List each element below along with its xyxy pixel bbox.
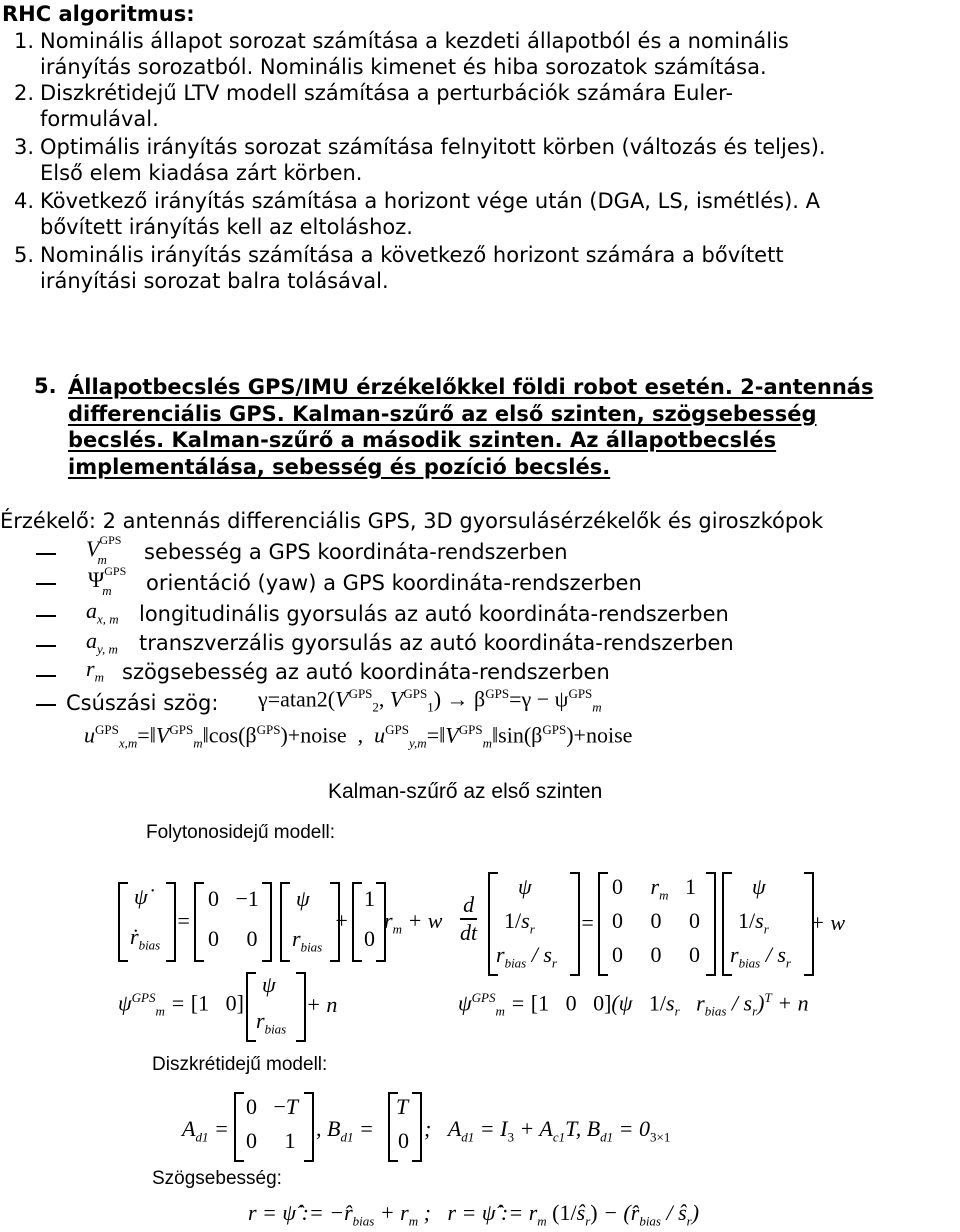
- bullet-dash: [36, 704, 56, 706]
- bullet-velocity: sebesség a GPS koordináta-rendszerben: [144, 540, 568, 564]
- state-vector-rhs: ψ $r_{bias}$: [280, 882, 340, 962]
- bullet-trans-acc: transzverzális gyorsulás az autó koordináta-rendszerben: [139, 631, 734, 655]
- symbol-v-gps: $V^{GPS}_m$: [86, 533, 122, 567]
- slip-formula: $\gamma=atan2(V^{GPS}_2$, $V^{GPS}_1) \to \beta^{GPS}=\gamma - \psi^{GPS}_m$: [258, 686, 602, 715]
- equals: =: [176, 908, 191, 933]
- bullet-dash: [36, 675, 56, 677]
- sensors-line: Érzékelő: 2 antennás differenciális GPS, 3D gyorsulásérzékelők és giroszkópok: [0, 509, 824, 533]
- output-noise: + n: [306, 992, 338, 1017]
- discrete-b: , $B_{d1}$ =: [316, 1116, 374, 1145]
- output-eq-1: $\psi^{GPS}_m = [1$ 0]: [118, 990, 244, 1019]
- bullet-long-acc: longitudinális gyorsulás az autó koordináta-rendszerben: [139, 602, 729, 626]
- bullet-dash: [36, 645, 56, 647]
- bullet-dash: [36, 615, 56, 617]
- step-2: 2. Diszkrétidejű LTV modell számítása a perturbációk számára Euler- formulával.: [13, 81, 734, 131]
- matrix-b: 1 0: [352, 882, 386, 962]
- discrete-a: $A_{d1}$ =: [182, 1116, 229, 1145]
- velocity-formula: $u^{GPS}_{x,m}=‖V^{GPS}_m‖\cos(\beta^{GPS})+noise$ , $u^{GPS}_{y,m}=‖V^{GPS}_m‖\sin(\beta^{GPS})+noise$: [84, 722, 633, 751]
- discrete-b-matrix: T 0: [388, 1092, 422, 1162]
- derivative-op: d dt: [460, 892, 478, 945]
- angvel-label: Szögsebesség:: [152, 1168, 282, 1189]
- bullet-orientation: orientáció (yaw) a GPS koordináta-rendszerben: [146, 571, 642, 595]
- step-1: 1. Nominális állapot sorozat számítása a kezdeti állapotból és a nominális irányítás sorozatból. Nominális kimenet és hiba sorozatok számítása.: [13, 29, 789, 79]
- plus: +: [334, 908, 349, 933]
- step-5: 5. Nominális irányítás számítása a következő horizont számára a bővített irányítási sorozat balra tolásával.: [13, 243, 784, 293]
- discrete-model-label: Diszkrétidejű modell:: [152, 1054, 328, 1075]
- page-title: RHC algoritmus:: [2, 2, 195, 26]
- symbol-psi-gps: $\Psi^{GPS}_m$: [88, 564, 127, 598]
- continuous-model-label: Folytonosidejű modell:: [146, 822, 336, 843]
- symbol-ax: $a_{x, m}$: [86, 598, 119, 627]
- aug-matrix: 0 $r_m$ 1 0 0 0 0 0 0: [598, 872, 716, 976]
- symbol-rm: $r_m$: [86, 656, 104, 685]
- discrete-a-matrix: 0 −T 0 1: [234, 1092, 314, 1162]
- bullet-dash: [36, 553, 56, 555]
- discrete-rest: ; $A_{d1} = I_3 + A_{c1}T$, $B_{d1} = 0_{3\times 1}$: [424, 1116, 671, 1145]
- matrix-a: 0 −1 0 0: [194, 882, 274, 962]
- step-4: 4. Következő irányítás számítása a horizont vége után (DGA, LS, ismétlés). A bővített irányítás kell az eltoláshoz.: [13, 189, 821, 239]
- equals: =: [580, 910, 595, 935]
- angvel-formula: r = ψ̂̇ := $-r̂_{bias} + r_m$ ; r = ψ̂̇ := $r_m$ $(1/ŝ_r)$ − ($r̂_{bias}$ / $ŝ_r$): [248, 1200, 700, 1229]
- output-eq-2: $\psi^{GPS}_m = [1$ 0 0](ψ $1/s_r$ $r_{bias} / s_r)^T + n$: [458, 990, 809, 1019]
- image-title: Kalman-szűrő az első szinten: [328, 780, 603, 803]
- input-term: $r_m + w$: [384, 908, 443, 937]
- step-3: 3. Optimális irányítás sorozat számítása felnyitott körben (változás és teljes). Első elem kiadása zárt körben.: [13, 135, 826, 185]
- bullet-slip: Csúszási szög:: [66, 691, 219, 715]
- aug-state: ψ $1/s_r$ $r_{bias} / s_r$: [488, 872, 572, 976]
- symbol-ay: $a_{y, m}$: [86, 628, 118, 657]
- section-heading: Állapotbecslés GPS/IMU érzékelőkkel földi robot esetén. 2-antennás differenciális GPS. Kalman-szűrő az első szinten, szögsebesség becslés. Kalman-szűrő a második szinten. Az állapotbecslés implementálása, sebesség és pozíció becslés.: [68, 375, 874, 479]
- noise-term: + w: [810, 910, 846, 935]
- aug-state-rhs: ψ $1/s_r$ $r_{bias} / s_r$: [722, 872, 806, 976]
- section-number: 5.: [34, 374, 57, 398]
- bullet-dash: [36, 583, 56, 585]
- bullet-yaw-rate: szögsebesség az autó koordináta-rendszerben: [122, 660, 610, 684]
- output-state: ψ $r_{bias}$: [246, 972, 306, 1042]
- state-vector: ψ̇ ṙ$_{bias}$: [118, 882, 178, 962]
